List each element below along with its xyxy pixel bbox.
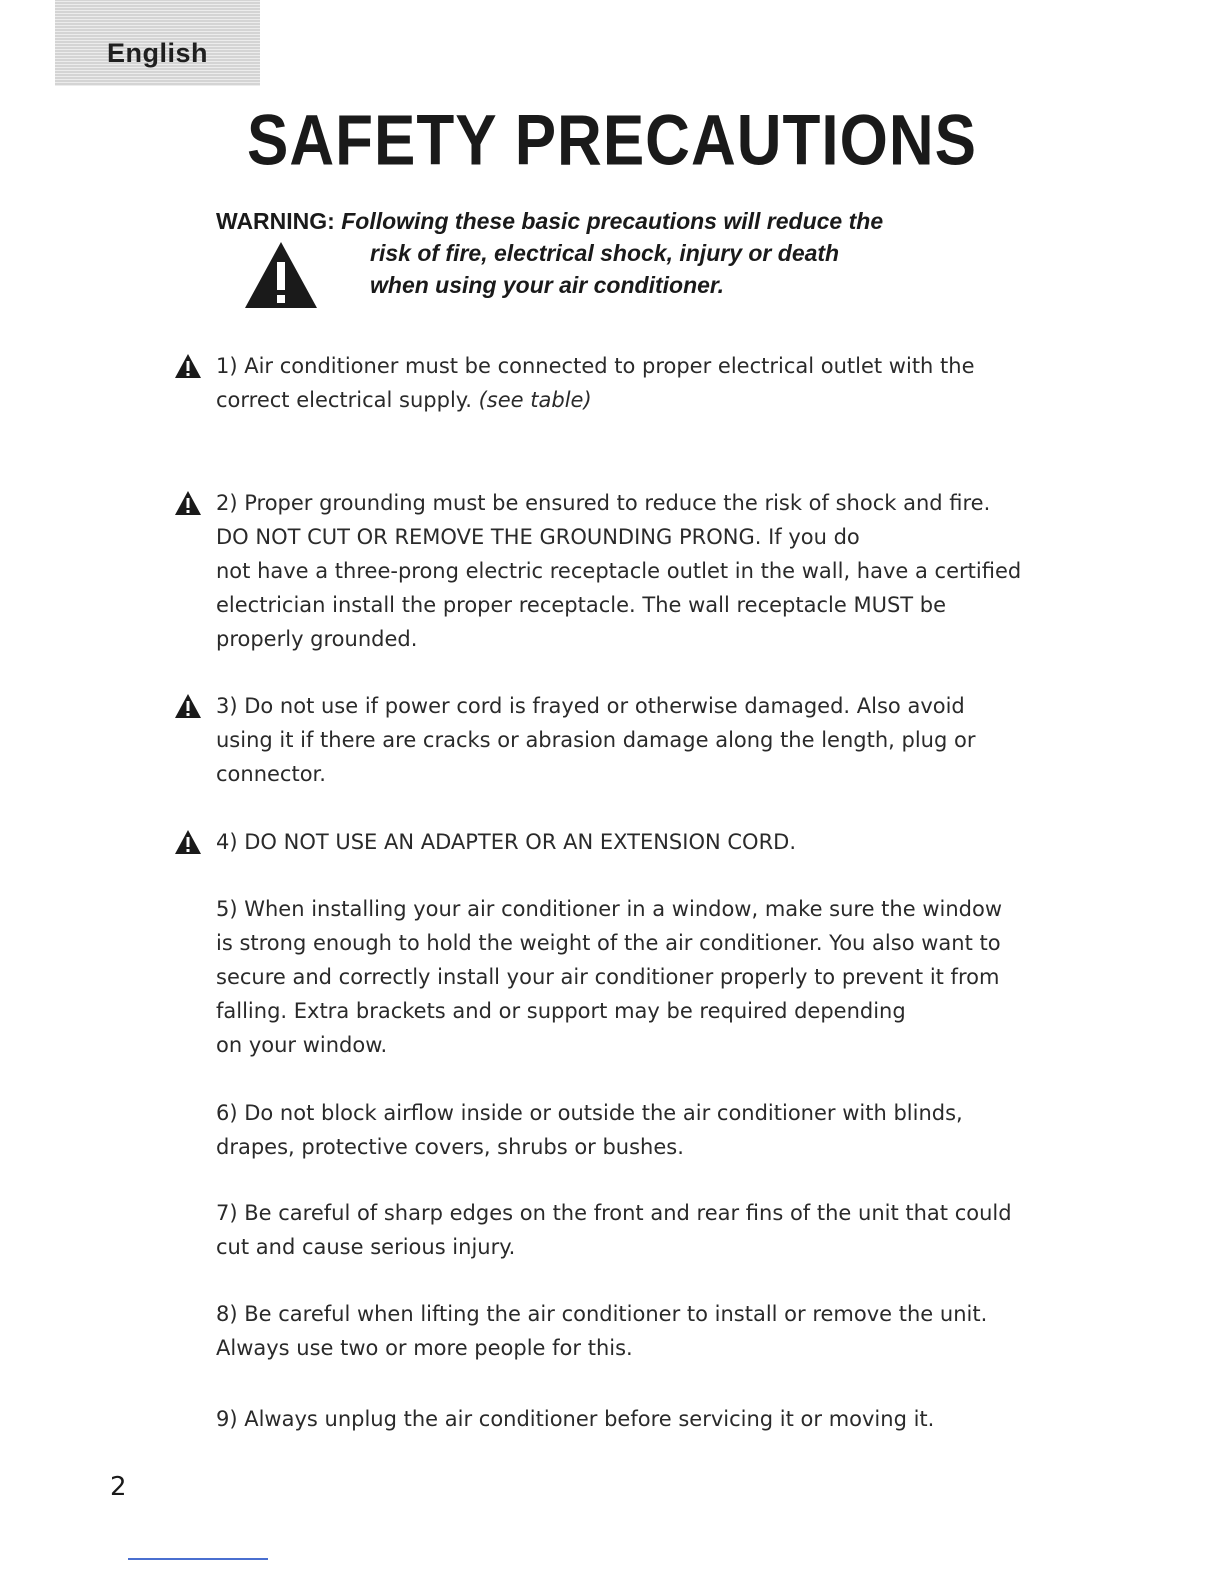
- warning-block: [216, 205, 1046, 301]
- precaution-item-2: [216, 486, 1036, 656]
- item-text-line: 6) Do not block airflow inside or outside the air conditioner with blinds,: [216, 1101, 963, 1125]
- item-text-line: falling. Extra brackets and or support may be required depending: [216, 999, 906, 1023]
- warning-triangle-icon: [174, 829, 202, 855]
- precaution-item-1: [216, 349, 1036, 417]
- warning-triangle-icon: [174, 490, 202, 516]
- item-text-line: is strong enough to hold the weight of the air conditioner. You also want to: [216, 931, 1001, 955]
- precaution-item-9: [216, 1402, 1036, 1436]
- item-note: (see table): [478, 388, 592, 412]
- item-text-line: cut and cause serious injury.: [216, 1235, 516, 1259]
- item-text-line: 2) Proper grounding must be ensured to reduce the risk of shock and fire.: [216, 491, 991, 515]
- precaution-item-3: [216, 689, 1036, 791]
- precaution-item-8: [216, 1297, 1036, 1365]
- page-number: 2: [110, 1472, 127, 1502]
- item-text-line: connector.: [216, 762, 326, 786]
- item-text-line: properly grounded.: [216, 627, 418, 651]
- warning-text-first: Following these basic precautions will reduce the: [341, 208, 884, 234]
- item-text-line: 7) Be careful of sharp edges on the front and rear fins of the unit that could: [216, 1201, 1012, 1225]
- item-text-line: electrician install the proper receptacle. The wall receptacle MUST be: [216, 593, 947, 617]
- language-tab: [55, 0, 260, 86]
- item-text-line: 3) Do not use if power cord is frayed or otherwise damaged. Also avoid: [216, 694, 965, 718]
- item-text-line: using it if there are cracks or abrasion damage along the length, plug or: [216, 728, 976, 752]
- warning-lead: WARNING:: [216, 208, 335, 234]
- language-label: English: [106, 38, 208, 68]
- precaution-item-6: [216, 1096, 1036, 1164]
- warning-text-line: risk of fire, electrical shock, injury or death: [370, 240, 840, 266]
- warning-triangle-icon: [174, 353, 202, 379]
- item-text-line: not have a three-prong electric receptacle outlet in the wall, have a certified: [216, 559, 1022, 583]
- item-text-line: Always use two or more people for this.: [216, 1336, 633, 1360]
- warning-triangle-icon: [243, 240, 319, 310]
- item-text-line: 5) When installing your air conditioner in a window, make sure the window: [216, 897, 1002, 921]
- item-text-line: correct electrical supply.: [216, 388, 472, 412]
- item-text-line: drapes, protective covers, shrubs or bushes.: [216, 1135, 684, 1159]
- item-text-line: DO NOT CUT OR REMOVE THE GROUNDING PRONG. If you do: [216, 525, 860, 549]
- item-text-line: 1) Air conditioner must be connected to proper electrical outlet with the: [216, 354, 975, 378]
- warning-text-line: when using your air conditioner.: [370, 272, 724, 298]
- warning-triangle-icon: [174, 693, 202, 719]
- item-text-line: 4) DO NOT USE AN ADAPTER OR AN EXTENSION CORD.: [216, 830, 797, 854]
- footer-divider: [128, 1558, 268, 1560]
- item-text-line: 8) Be careful when lifting the air conditioner to install or remove the unit.: [216, 1302, 988, 1326]
- item-text-line: on your window.: [216, 1033, 388, 1057]
- page-title: SAFETY PRECAUTIONS: [247, 101, 977, 181]
- precaution-item-4: [216, 825, 1036, 859]
- item-text-line: 9) Always unplug the air conditioner before servicing it or moving it.: [216, 1407, 935, 1431]
- item-text-line: secure and correctly install your air conditioner properly to prevent it from: [216, 965, 1000, 989]
- precaution-item-7: [216, 1196, 1036, 1264]
- precaution-item-5: [216, 892, 1036, 1062]
